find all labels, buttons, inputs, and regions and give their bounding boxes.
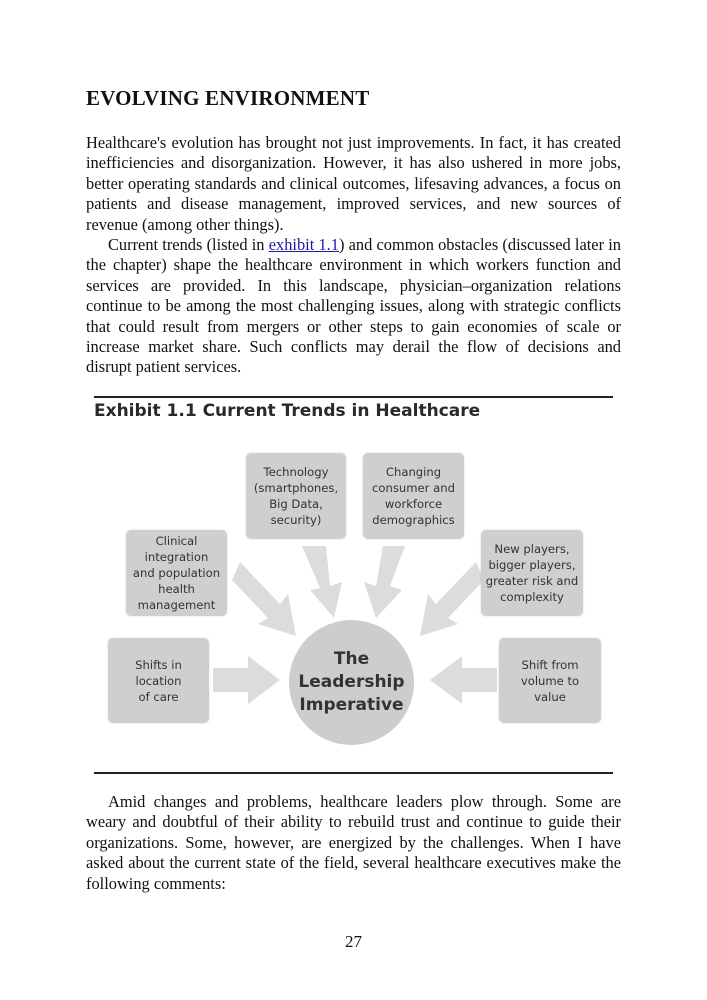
box-changing-consumer: Changing consumer and workforce demographics <box>363 453 464 539</box>
box-clinical-integration: Clinical integration and population health management <box>126 530 227 616</box>
arrow-technology <box>302 546 342 618</box>
exhibit-bottom-rule <box>94 772 613 774</box>
leadership-imperative-circle: The Leadership Imperative <box>289 620 414 745</box>
paragraph-amid-changes: Amid changes and problems, healthcare leaders plow through. Some are weary and doubtful of their ability to rebuild trust and continue to guide their organizations. Some, however, are energized by the challenges. When I have asked about the current state of the field, several healthcare executives make the following comments: <box>86 792 621 893</box>
exhibit-title: Exhibit 1.1 Current Trends in Healthcare <box>94 401 481 421</box>
page-number: 27 <box>345 932 362 951</box>
exhibit-link[interactable]: exhibit 1.1 <box>268 235 339 254</box>
paragraph-evolution: Healthcare's evolution has brought not just improvements. In fact, it has created inefficiencies and disorganization. However, it has also ushered in more jobs, better operating standards and clinical outcomes, lifesaving advances, a focus on patients and disease management, improved services, and new sources of revenue (among other things). <box>86 133 621 234</box>
section-heading: EVOLVING ENVIRONMENT <box>86 86 370 110</box>
paragraph-text-before-link: Current trends (listed in <box>108 235 269 254</box>
arrow-changing-consumer <box>364 546 405 618</box>
box-technology: Technology (smartphones, Big Data, security) <box>246 453 346 539</box>
arrow-right <box>430 656 497 704</box>
box-shifts-location: Shifts in location of care <box>108 638 209 723</box>
arrow-left <box>213 656 280 704</box>
box-new-players: New players, bigger players, greater risk and complexity <box>481 530 583 616</box>
arrow-new-players <box>420 562 484 636</box>
paragraph-text-after-link: ) and common obstacles (discussed later in the chapter) shape the healthcare environment in which workers function and services are provided. In this landscape, physician–organization relations continue to be among the most challenging issues, along with strategic conflicts that could result from mergers or other steps to gain economies of scale or increase market share. Such conflicts may derail the flow of decisions and disrupt patient services. <box>86 235 621 377</box>
arrow-clinical-integration <box>232 562 296 636</box>
box-shift-volume: Shift from volume to value <box>499 638 601 723</box>
